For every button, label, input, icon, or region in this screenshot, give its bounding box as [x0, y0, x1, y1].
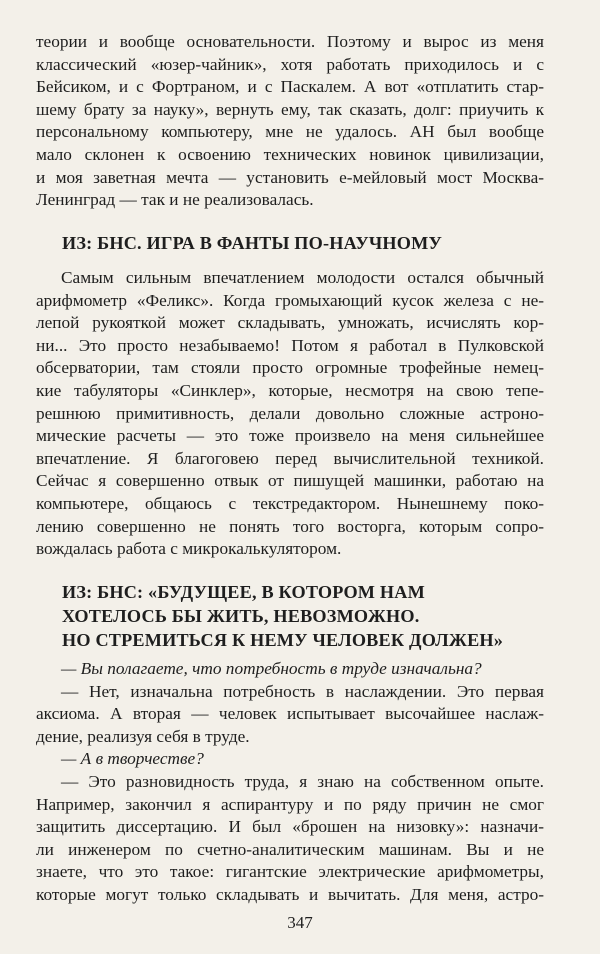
text-line: обсерватории, там стояли просто огромные трофейные немец- — [36, 358, 544, 378]
paragraph-2 — [36, 267, 544, 561]
text-line: Например, закончил я аспирантуру и по ряду причин не смог — [36, 794, 544, 814]
heading-line: ИЗ: БНС. ИГРА В ФАНТЫ ПО-НАУЧНОМУ — [62, 233, 443, 253]
text-line: арифмометр «Феликс». Когда громыхающий кусок железа с не- — [36, 290, 544, 310]
text-line: кие табуляторы «Синклер», которые, несмотря на свою тепе- — [36, 380, 544, 400]
heading-line: НО СТРЕМИТЬСЯ К НЕМУ ЧЕЛОВЕК ДОЛЖЕН» — [62, 630, 504, 650]
text-line: мало склонен к освоению технических новинок цивилизации, — [36, 144, 544, 164]
text-line: дение, реализуя себя в труде. — [36, 726, 250, 746]
text-line: Ленинград — так и не реализовалась. — [36, 190, 314, 210]
text-line: которые могут только складывать и вычитать. Для меня, астро- — [36, 884, 544, 904]
section-heading-2 — [36, 580, 544, 652]
text-line: ли инженером по счетно-аналитическим машинам. Вы и не — [36, 839, 544, 859]
text-line: впечатление. Я благоговею перед вычислительной техникой. — [36, 448, 544, 468]
text-line: компьютере, общаюсь с текстредактором. Нынешнему поко- — [36, 493, 544, 513]
text-line: ни... Это просто незабываемо! Потом я работал в Пулковской — [36, 335, 544, 355]
text-line: лепой рукояткой может складывать, умножать, исчислять кор- — [36, 313, 544, 333]
text-line: классический «юзер-чайник», хотя работать приходилось и с — [36, 54, 544, 74]
text-line: защитить диссертацию. И был «брошен на низовку»: назначи- — [36, 817, 544, 837]
text-line: мические расчеты — это тоже произвело на меня сильнейшее — [36, 426, 544, 446]
interview — [36, 658, 544, 907]
text-line: персональному компьютеру, мне не удалось. АН был вообще — [36, 122, 544, 142]
text-line: — Это разновидность труда, я знаю на собственном опыте. — [61, 771, 544, 791]
question-line: — А в творчестве? — [61, 749, 204, 769]
text-line: Бейсиком, и с Фортраном, и с Паскалем. А вот «отплатить стар- — [36, 77, 544, 97]
text-line: вождалась работа с микрокалькулятором. — [36, 539, 342, 559]
text-line: знаете, что это такое: гигантские электрические арифмометры, — [36, 862, 544, 882]
text-line: и моя заветная мечта — установить е-мейловый мост Москва- — [36, 167, 544, 187]
text-line: решнюю примитивность, делали довольно сложные астроно- — [36, 403, 544, 423]
text-line: лению совершенно не понять того восторга, которым сопро- — [36, 516, 544, 536]
text-line: теории и вообще основательности. Поэтому и вырос из меня — [36, 32, 544, 51]
heading-line: ИЗ: БНС: «БУДУЩЕЕ, В КОТОРОМ НАМ — [62, 582, 425, 602]
text-line: аксиома. А вторая — человек испытывает высочайшее наслаж- — [36, 704, 544, 724]
text-line: шему брату за науку», вернуть ему, так сказать, долг: приучить к — [36, 99, 544, 119]
page-number: 347 — [287, 913, 313, 932]
text-line: Сейчас я совершенно отвык от пишущей машинки, работаю на — [36, 471, 544, 491]
text-line: — Нет, изначальна потребность в наслаждении. Это первая — [61, 681, 544, 701]
paragraph-1 — [36, 31, 544, 212]
section-heading-1 — [36, 231, 544, 255]
text-line: Самым сильным впечатлением молодости остался обычный — [61, 268, 544, 287]
question-line: — Вы полагаете, что потребность в труде изначальна? — [61, 659, 482, 678]
heading-line: ХОТЕЛОСЬ БЫ ЖИТЬ, НЕВОЗМОЖНО. — [62, 606, 420, 626]
